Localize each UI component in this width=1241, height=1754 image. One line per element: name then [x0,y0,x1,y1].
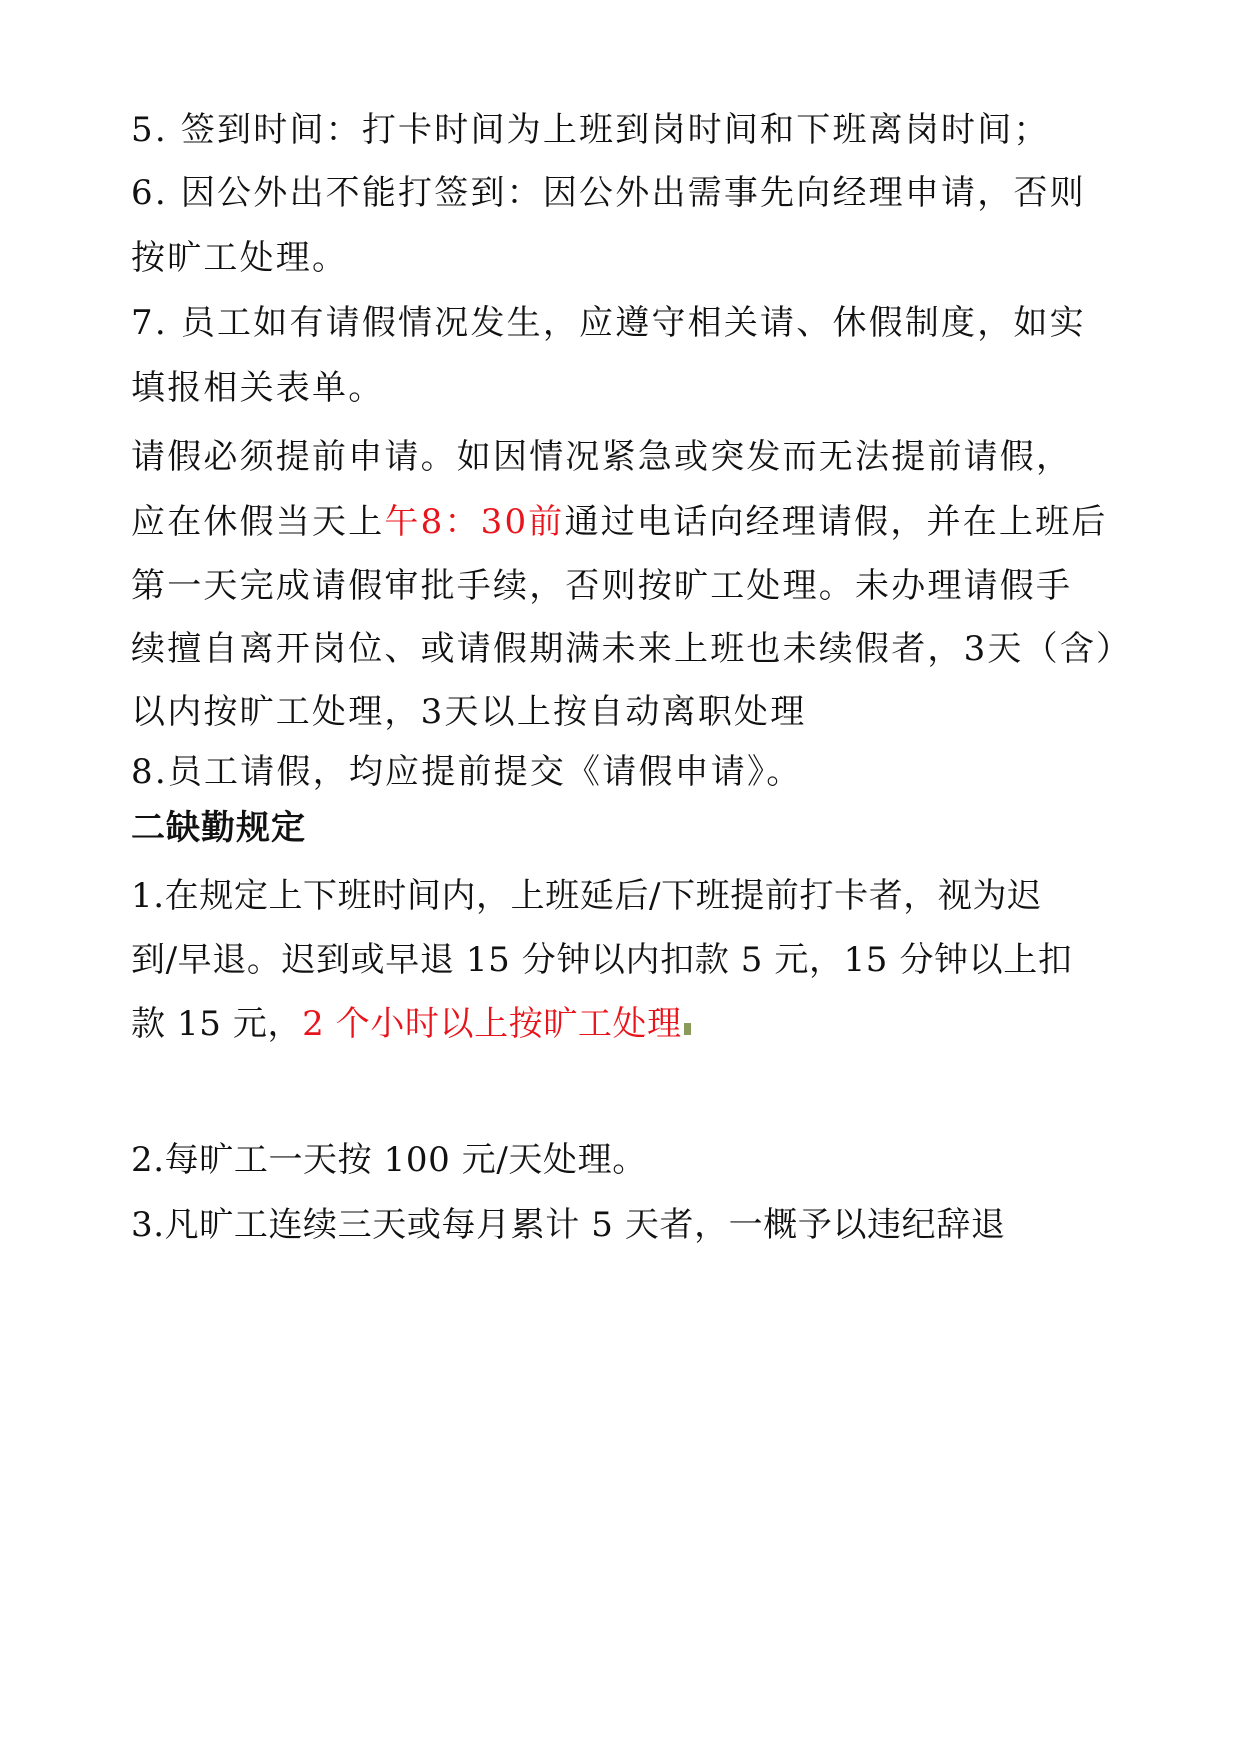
absence-highlight: 2 个小时以上按旷工处理 [302,1004,682,1044]
absence-rule-1-line-3: 款 15 元，2 个小时以上按旷工处理 [131,1004,691,1044]
rule-7-line-2: 填报相关表单。 [131,368,385,408]
leave-para-line-4: 续擅自离开岗位、或请假期满未来上班也未续假者，3天（含） [131,629,1133,669]
rule-7-line-1: 7. 员工如有请假情况发生，应遵守相关请、休假制度，如实 [131,303,1086,343]
rule-6-line-2: 按旷工处理。 [131,238,349,278]
absence-rule-3: 3.凡旷工连续三天或每月累计 5 天者，一概予以违纪辞退 [131,1205,1006,1245]
deadline-time-highlight: 午8：30前 [384,502,565,542]
leave-para-line-2: 应在休假当天上午8：30前通过电话向经理请假，并在上班后 [131,502,1108,542]
absence-rule-2: 2.每旷工一天按 100 元/天处理。 [131,1140,647,1180]
section-heading-absence: 二缺勤规定 [131,808,306,848]
rule-6-line-1: 6. 因公外出不能打签到：因公外出需事先向经理申请，否则 [131,173,1086,213]
rule-8-leave-request: 8.员工请假，均应提前提交《请假申请》。 [131,752,803,792]
absence-rule-1-line-1: 1.在规定上下班时间内，上班延后/下班提前打卡者，视为迟 [131,876,1042,916]
rule-5-sign-in-time: 5. 签到时间：打卡时间为上班到岗时间和下班离岗时间； [131,110,1050,150]
leave-para-line-5: 以内按旷工处理，3天以上按自动离职处理 [131,692,807,732]
leave-para-line-1: 请假必须提前申请。如因情况紧急或突发而无法提前请假， [131,437,1073,477]
paragraph-mark-icon [684,1023,691,1035]
leave-para-line-3: 第一天完成请假审批手续，否则按旷工处理。未办理请假手 [131,566,1073,606]
absence-rule-1-line-2: 到/早退。迟到或早退 15 分钟以内扣款 5 元，15 分钟以上扣 [131,940,1073,980]
